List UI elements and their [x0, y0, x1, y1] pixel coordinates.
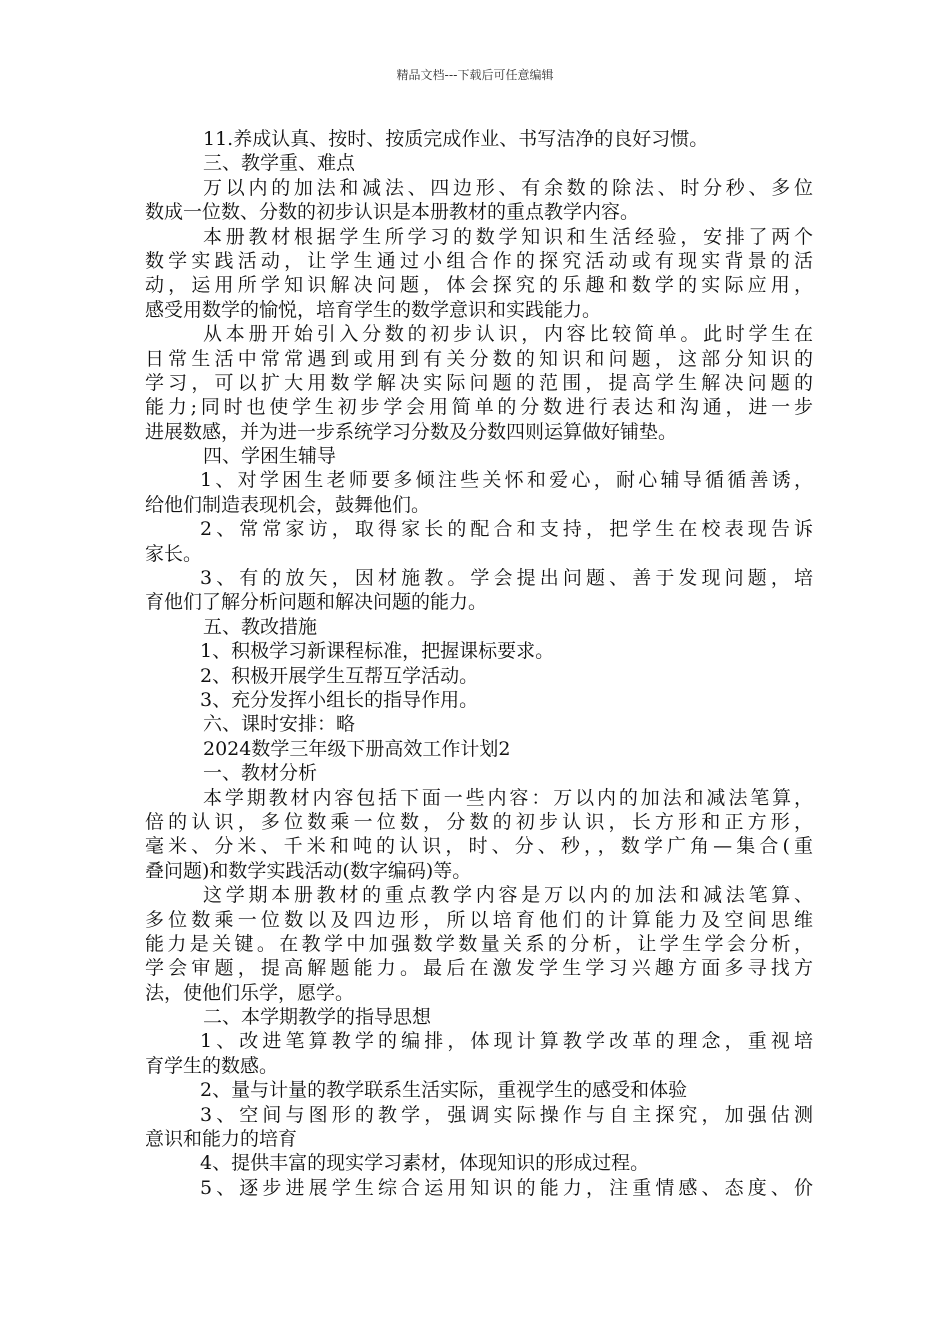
text-line: 从本册开始引入分数的初步认识，内容比较简单。此时学生在 — [203, 323, 813, 346]
text-line: 日常生活中常常遇到或用到有关分数的知识和问题，这部分知识的 — [145, 347, 813, 370]
section-heading: 四、学困生辅导 — [203, 445, 337, 468]
text-line: 能力是关键。在教学中加强数学数量关系的分析，让学生学会分析， — [145, 932, 813, 955]
text-line: 4、提供丰富的现实学习素材，体现知识的形成过程。 — [200, 1152, 650, 1175]
text-line: 倍的认识，多位数乘一位数，分数的初步认识，长方形和正方形， — [145, 810, 813, 833]
text-line: 数学实践活动，让学生通过小组合作的探究活动或有现实背景的活 — [145, 249, 813, 272]
text-line: 1、积极学习新课程标准，把握课标要求。 — [200, 640, 555, 663]
text-line: 多位数乘一位数以及四边形，所以培育他们的计算能力及空间思维 — [145, 908, 813, 931]
text-line: 毫米、分米、千米和吨的认识，时、分、秒，，数学广角—集合(重 — [145, 835, 813, 858]
text-line: 育学生的数感。 — [145, 1054, 279, 1077]
text-line: 叠问题)和数学实践活动(数字编码)等。 — [145, 859, 472, 882]
text-line: 3、空间与图形的教学，强调实际操作与自主探究，加强估测 — [200, 1103, 813, 1126]
text-line: 进展数感，并为进一步系统学习分数及分数四则运算做好铺垫。 — [145, 420, 678, 443]
text-line: 育他们了解分析问题和解决问题的能力。 — [145, 591, 488, 614]
document-body — [145, 127, 813, 1200]
page-header: 精品文档---下载后可任意编辑 — [396, 68, 554, 82]
section-heading: 二、本学期教学的指导思想 — [203, 1006, 432, 1029]
text-line: 2、常常家访，取得家长的配合和支持，把学生在校表现告诉 — [200, 518, 813, 541]
text-line: 数成一位数、分数的初步认识是本册教材的重点教学内容。 — [145, 201, 640, 224]
text-line: 2、量与计量的教学联系生活实际，重视学生的感受和体验 — [200, 1079, 688, 1102]
text-line: 感受用数学的愉悦，培育学生的数学意识和实践能力。 — [145, 298, 602, 321]
text-line: 学会审题，提高解题能力。最后在激发学生学习兴趣方面多寻找方 — [145, 957, 813, 980]
text-line: 1、改进笔算教学的编排，体现计算教学改革的理念，重视培 — [200, 1030, 813, 1053]
text-line: 学习，可以扩大用数学解决实际问题的范围，提高学生解决问题的 — [145, 371, 813, 394]
text-line: 2、积极开展学生互帮互学活动。 — [200, 664, 479, 687]
text-line: 3、充分发挥小组长的指导作用。 — [200, 688, 479, 711]
text-line: 1、对学困生老师要多倾注些关怀和爱心，耐心辅导循循善诱， — [200, 469, 813, 492]
text-line: 意识和能力的培育 — [145, 1128, 298, 1151]
document-title: 2024数学三年级下册高效工作计划2 — [203, 737, 511, 760]
text-line: 5、逐步进展学生综合运用知识的能力，注重情感、态度、价 — [200, 1176, 813, 1199]
text-line: 本册教材根据学生所学习的数学知识和生活经验，安排了两个 — [203, 225, 813, 248]
section-heading: 六、课时安排：略 — [203, 713, 356, 736]
text-line: 这学期本册教材的重点教学内容是万以内的加法和减法笔算、 — [203, 884, 813, 907]
text-line: 11.养成认真、按时、按质完成作业、书写洁净的良好习惯。 — [203, 128, 709, 150]
text-line: 家长。 — [145, 542, 203, 565]
text-line: 动，运用所学知识解决问题，体会探究的乐趣和数学的实际应用， — [145, 274, 813, 297]
section-heading: 五、教改措施 — [203, 615, 318, 638]
text-line: 万以内的加法和减法、四边形、有余数的除法、时分秒、多位 — [203, 176, 813, 199]
text-line: 本学期教材内容包括下面一些内容：万以内的加法和减法笔算， — [203, 786, 813, 809]
section-heading: 三、教学重、难点 — [203, 152, 356, 175]
section-heading: 一、教材分析 — [203, 762, 318, 785]
text-line: 给他们制造表现机会，鼓舞他们。 — [145, 493, 431, 516]
text-line: 法，使他们乐学，愿学。 — [145, 981, 355, 1004]
text-line: 能力;同时也使学生初步学会用简单的分数进行表达和沟通，进一步 — [145, 396, 813, 419]
text-line: 3、有的放矢，因材施教。学会提出问题、善于发现问题，培 — [200, 567, 813, 590]
